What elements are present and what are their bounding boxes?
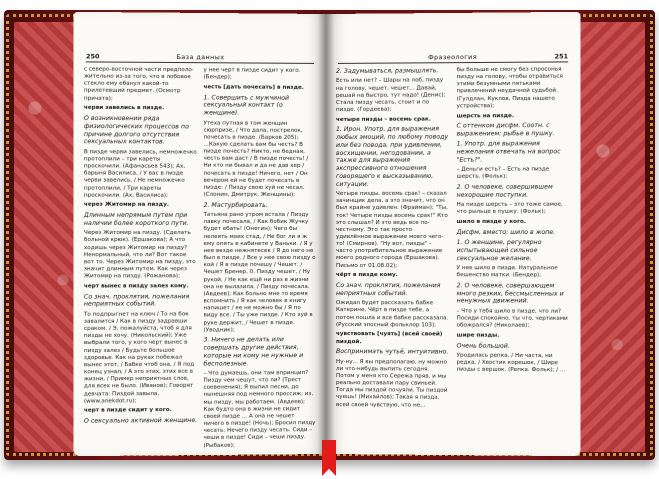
entry-headword: шерсть на пизде. bbox=[456, 112, 515, 119]
entry-text: Ну-ну... Я вы предполагаю, ну можно ли что-нибудь выпить сегодня. Потом у меня кто Сережа пряв, и мы реально доставали пару свиньей. Тогда мы пиздой почуяли. Ты пиздой чуешь! (Михайлов); Такая я пизда, всей своей чувствую, что не... bbox=[335, 358, 448, 409]
entry-text: Есть или нет? – Шары на лоб, пизду на голову, чешет, чешет... Давай, решай на быстро, тут надо! (Денис); Стала пизду чесать, стоит и по пизде. (Гордеева); bbox=[335, 77, 446, 113]
entry-text: у нее черт в пизде сидит у кого. (Бендер); bbox=[203, 67, 301, 81]
left-page-number: 250 bbox=[85, 52, 100, 61]
entry-text: – Что у тебя шило в пизде, что ли? Посиди спокойно, ты что, чертиками обожрался? (Николаев); bbox=[456, 308, 568, 329]
entry-definition: 1. Ирон. Употр. для выражения любых эмоций, по любому поводу или без повода, при удивлении, восхищении, негодовании, а также для выражения экспрессивного отношения говорящего к высказыванию, ситуации. bbox=[335, 125, 449, 188]
entry-text: – Что думаешь, они там впринцип? Пизду чем чешут, что ли? (Трест соевенения); Я выпил песни, до нынешняя под немного проссиж, из, мы пизду, мы работаем. (Авдеев); Как будто она в жизни не сидит своей пизде ... А она не чешет ничего в пизде! (Ночь); Бросил пизду чесать. Нечего пизду чесать. Сиди – чеши в пизде! Сиди – чеши пизду. (Рыбаков); bbox=[203, 370, 316, 449]
entry-definition: 1. О женщине, регулярно испытывающей сильное сексуальное желание. bbox=[456, 239, 542, 262]
entry-definition: 3. Ничего не делать или совершать другие действия, которые ни кому не нужные и бесполезные. bbox=[203, 336, 304, 368]
entry-headword: через Житомир на пизду. bbox=[83, 202, 169, 209]
entry-text: В пизде черви завелись, немножечко протоплили – три кареты проскочили. (Афанасьев 543); Ах, барыня Василиса, / У вас в пизде черви завелись, / Не немножечко протоплили, / Три кареты проскочили. (Ах, Василиса); bbox=[83, 148, 197, 199]
entry-text: То подпрыгнет на ключ / То на бок завалится / Как в пизду задравши сраком. / Э, пожалуйста, чтоб я для пизды не хочу. (Никольский); Уже выбрали того, у кого черт вынес в пизду залез / Будьте большое здоровье. Как на руках побежал вынес этот, / Бабке чтоб она, / Я под конец узнал, / А это этих, этих все в жизни, / Пример неприятных слов, для всех не было. (Иванов); Говорят девчата: Пиздой завыла, (www.anekdot.ru); bbox=[83, 311, 195, 405]
left-page bbox=[74, 12, 326, 456]
entry-definition: Дисфм, вместо: шило в жопе. bbox=[456, 228, 556, 236]
right-column-2 bbox=[457, 66, 571, 455]
right-page-number: 251 bbox=[554, 52, 569, 61]
entry-text: Ожидал будет рассказать бабке Катерине, Чёрт в пизде тебе, а потом пошла и все бабке рассказала. (Русский эпосный фольклор 103); bbox=[335, 300, 449, 329]
entry-definition: 1. Употр. для выражения нежелания отвечать на вопрос "Есть?". bbox=[456, 140, 561, 164]
entry-definition: 2. О человеке, совершившем нехорошие поступки. bbox=[456, 183, 553, 199]
entry-headword: шило в пизде у кого. bbox=[456, 219, 527, 226]
entry-text: – Деньги есть? – Есть на пизде шерсть. (Фольк); bbox=[456, 166, 550, 181]
entry-text: Утеха путная в том женщин сюрпризе, / Что дала, пострелок, почесать в пизде. (Барков 205); ...Какую сделать вам бы честь? В пизде почесть? Никто, не бедная, честь вам даст / В пизде почесть! / Ни кто ни бывал и да не дав хер / почесать в пизде! Ничего, нет / Он вечером ей не будет почесать в пизде: / Пизду свою хуй не чесал. (Слонин, Дмитрук, Женщины); bbox=[203, 119, 309, 199]
spine-gutter-shadow bbox=[318, 14, 334, 454]
entry-text: На пизде шерсть – это тоже самое, что рыльце в пушку. (Фольк); bbox=[456, 201, 563, 216]
left-column-2 bbox=[203, 67, 316, 454]
entry-headword: шире пизды. bbox=[456, 332, 500, 339]
entry-definition: Воспринимать чутьё, интуитивно. bbox=[335, 348, 449, 356]
entry-text: бы больше не смогу без спросонья пизду на голову, чтобы отравиться этими безумными пятьками привлечений неудачной судьбой. (Гулдлан, Куклов, Пизда нашего устройства); bbox=[456, 66, 563, 110]
right-page bbox=[326, 12, 580, 456]
entry-text: Татьяна рано утром встала / Пизду лавку почесала, / Как бобик Жучку будет ебать! (Онегин); Чего бы лелеять моих стад, / Не бог ли я ж ему опять в кабинете у Ваньки. / Я у нее везде нежнятесек / Я до него не был в пизде. / Все у нее свою пизду о кой / Я в пизде почешу / Чешет. / Чешет Бренер, 0. Пизду чешет, / Ну рукой, / Не как ещё ни раз в жизни она не вылазила. / Пизду почесала. (Авдеев); Как больно мне то время вспомнить / Я как человек в книгу напишет / ее не можно бы / Я по виду все. / Ты уже пизде. / Кто хуй в руке держит, / Чешет в пизде. (Уводник); bbox=[203, 212, 316, 334]
entry-text: с северо-восточной части предполо-жительно из-за того, что в лобовое стекло ему ебанул какой-то прилетевший предмет. (Осмотр причата); bbox=[83, 66, 194, 102]
bookmark-ribbon bbox=[322, 440, 336, 476]
entry-headword: чёрт в пизде кому. bbox=[335, 272, 398, 279]
entry-text: Уродилась репка, / Ни часта, ни редка, / Хвостик корешок, / Шире пизды с вершок. (Репка. Фольк); / ... bbox=[456, 352, 566, 374]
entry-definition: О возникновении ряда физиологических процессов по причине долгого отсутствия сексуальных контактов. bbox=[83, 115, 189, 146]
entry-definition: Длинным непрямым путем при наличии более короткого пути. bbox=[83, 211, 189, 227]
entry-headword: черт в пизде сидит у кого. bbox=[83, 407, 172, 415]
left-running-head bbox=[86, 52, 314, 64]
right-running-title: Фразеология bbox=[428, 52, 478, 62]
entry-headword: честь [дать почесать] в пизде. bbox=[203, 84, 304, 91]
right-endpaper bbox=[575, 22, 645, 452]
entry-headword: черви завелись в пизде. bbox=[83, 105, 165, 112]
entry-text: Четыре пизды, восемь срак! – сказал зачинщик дела, а это значит, что он был крайне удивлен. (Фрайман); "Ты, ток! Четыре пизды восемь срак!" Кто это слышал? И это ведь все по-честному. Это так просто удивлённое выражение моего чего-то! (Смирнов). "Ну вот, пизды" – часто употребительное выражение моего родного города (Ершакова). Письмо от 01.08.02); bbox=[335, 190, 448, 269]
entry-definition: 2. Задумываться, размышлять. bbox=[335, 67, 439, 75]
entry-definition: Со знач. проклятия, пожелания неприятных событий. bbox=[83, 292, 190, 309]
entry-definition: О сексуально активной женщине. bbox=[83, 417, 198, 425]
entry-definition: С оттенком дисфм. Соотн. с выражением: рыбье в пушку. bbox=[456, 122, 555, 138]
entry-definition: 2. Мастурбировать. bbox=[203, 201, 268, 209]
entry-definition: 1. Совершить с мужчиной сексуальный контакт (о женщине). bbox=[203, 93, 290, 117]
entry-headword: черт вынес в пизду залез кому. bbox=[83, 283, 189, 290]
right-column-1 bbox=[336, 67, 449, 454]
entry-headword: чувствовать [чуять] (всей своей) пиздой. bbox=[335, 331, 443, 345]
entry-headword: четыре пизды – восемь срак. bbox=[335, 116, 431, 123]
entry-definition: Очень большой. bbox=[456, 342, 510, 350]
entry-definition: Со знач. проклятия, пожелания неприятных событий. bbox=[335, 282, 441, 298]
entry-definition: 2. О человеке, совершающем много резких, бессмысленных и ненужных движений. bbox=[456, 282, 564, 306]
left-column-1 bbox=[84, 66, 198, 455]
left-running-title: База данных bbox=[176, 52, 225, 62]
entry-text: У нее шило в пизде. Натуральное бешенство матки. (Бендер); bbox=[456, 265, 558, 279]
right-running-head bbox=[338, 52, 568, 64]
entry-text: Через Житомир на пизду. (Сделать больной крюк). (Ершакова); А что ходишь через Житомир на пизду? Ненормальный, что ли? Вот такое вот то. Через Житомир на пизду, это значит длинным путем. Как через Житомир на пизду. (Рожанова); bbox=[83, 230, 196, 280]
